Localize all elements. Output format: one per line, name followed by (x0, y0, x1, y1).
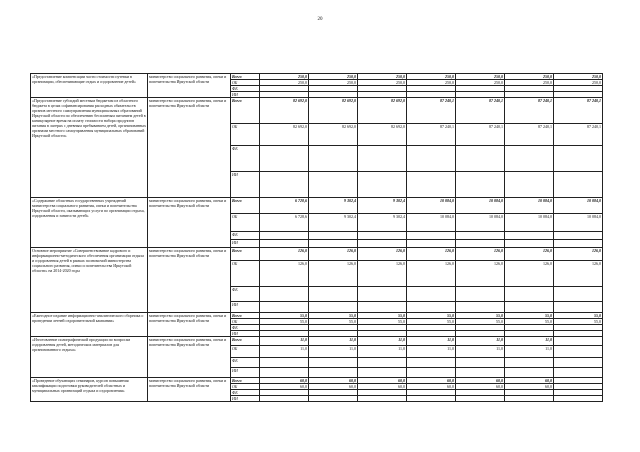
amount-cell (407, 368, 456, 378)
amount-cell: 250,0 (309, 80, 358, 86)
amount-cell (505, 172, 554, 198)
amount-cell: 60,0 (505, 378, 554, 384)
amount-cell: 126,0 (456, 261, 505, 287)
amount-cell: 82 692,0 (309, 98, 358, 124)
amount-cell: 10 084,0 (456, 198, 505, 214)
amount-cell: 11,0 (358, 337, 407, 346)
amount-cell: 250,0 (358, 74, 407, 80)
amount-cell: 11,0 (456, 337, 505, 346)
amount-cell: 10 084,0 (407, 214, 456, 232)
amount-cell: 87 240,1 (505, 98, 554, 124)
amount-cell: 87 240,1 (554, 124, 603, 146)
amount-cell (456, 240, 505, 248)
amount-cell: 55,0 (456, 319, 505, 325)
executor-cell: министерство социального развития, опеки и попечительства Иркутской области (148, 74, 231, 98)
amount-cell: 82 692,0 (358, 98, 407, 124)
amount-cell (407, 232, 456, 240)
amount-cell (505, 368, 554, 378)
amount-cell (358, 396, 407, 402)
executor-cell: министерство социального развития, опеки и попечительства Иркутской области (148, 248, 231, 313)
amount-cell: 126,0 (407, 248, 456, 261)
amount-cell (554, 396, 603, 402)
amount-cell (260, 358, 309, 368)
amount-cell: 55,0 (407, 313, 456, 319)
funding-source-label: Всего (231, 313, 260, 319)
amount-cell: 10 084,0 (554, 198, 603, 214)
amount-cell: 126,0 (309, 261, 358, 287)
amount-cell (407, 396, 456, 402)
amount-cell: 55,0 (407, 319, 456, 325)
amount-cell: 250,0 (358, 80, 407, 86)
amount-cell: 55,0 (456, 313, 505, 319)
amount-cell: 250,0 (260, 74, 309, 80)
amount-cell: 82 692,0 (309, 124, 358, 146)
activity-description: «Предоставление компенсации части стоимости путевки в организации, обеспечивающие отдых и оздоровление детей» (31, 74, 148, 98)
amount-cell (505, 302, 554, 313)
amount-cell (309, 172, 358, 198)
funding-source-label: ИИ (231, 368, 260, 378)
amount-cell: 87 240,1 (456, 124, 505, 146)
executor-cell: министерство социального развития, опеки и попечительства Иркутской области (148, 198, 231, 248)
amount-cell (260, 146, 309, 172)
amount-cell: 82 692,0 (260, 98, 309, 124)
amount-cell: 126,0 (260, 261, 309, 287)
amount-cell (309, 146, 358, 172)
amount-cell: 250,0 (554, 80, 603, 86)
activity-description: «Предоставление субсидий местным бюджетам из областного бюджета в целях софинансирования расходных обязательств органов местного самоуправления муниципальных образований Иркутской области по обеспечению бесплатным питанием детей в каникулярное время на оплату стоимости набора продуктов питания в лагерях с дневным пребыванием детей, организованных органами местного самоуправления муниципальных образований Иркутской области» (31, 98, 148, 198)
executor-cell: министерство социального развития, опеки и попечительства Иркутской области (148, 313, 231, 337)
amount-cell: 87 240,1 (456, 98, 505, 124)
amount-cell (554, 337, 603, 346)
amount-cell: 250,0 (554, 74, 603, 80)
amount-cell (505, 146, 554, 172)
amount-cell: 250,0 (456, 74, 505, 80)
amount-cell: 60,0 (407, 378, 456, 384)
amount-cell: 11,0 (309, 346, 358, 358)
amount-cell: 55,0 (554, 319, 603, 325)
amount-cell: 60,0 (505, 384, 554, 390)
table-row (31, 98, 603, 124)
amount-cell: 55,0 (358, 319, 407, 325)
amount-cell (260, 287, 309, 302)
amount-cell: 60,0 (456, 378, 505, 384)
amount-cell: 10 084,0 (407, 198, 456, 214)
amount-cell (505, 240, 554, 248)
executor-cell: министерство социального развития, опеки и попечительства Иркутской области (148, 337, 231, 378)
activity-description: «Проведение обучающих семинаров, курсов повышения квалификации подготовки руководителей областных и муниципальных организаций отдыха и оздоровления» (31, 378, 148, 402)
funding-source-label: ОБ (231, 261, 260, 287)
amount-cell (407, 172, 456, 198)
funding-source-label: Всего (231, 378, 260, 384)
amount-cell: 9 302,4 (358, 198, 407, 214)
amount-cell (260, 172, 309, 198)
activity-description: «Ежегодное издание информационно-аналитического сборника о проведении летней оздоровительной кампании» (31, 313, 148, 337)
activity-description: «Содержание областных государственных учреждений министерства социального развития, опеки и попечительства Иркутской области, оказывающих услуги по организации отдыха, оздоровления и занятости детей» (31, 198, 148, 248)
amount-cell (554, 358, 603, 368)
amount-cell (505, 287, 554, 302)
amount-cell: 11,0 (407, 346, 456, 358)
amount-cell: 9 302,4 (358, 214, 407, 232)
amount-cell: 10 084,0 (456, 214, 505, 232)
amount-cell: 126,0 (407, 261, 456, 287)
amount-cell: 126,0 (260, 248, 309, 261)
amount-cell (407, 240, 456, 248)
amount-cell (554, 172, 603, 198)
amount-cell: 11,0 (505, 346, 554, 358)
table-row (31, 198, 603, 214)
amount-cell: 126,0 (358, 248, 407, 261)
amount-cell: 60,0 (407, 384, 456, 390)
amount-cell: 10 084,0 (505, 198, 554, 214)
amount-cell (358, 146, 407, 172)
table-row (31, 337, 603, 346)
amount-cell: 126,0 (456, 248, 505, 261)
amount-cell: 60,0 (309, 378, 358, 384)
amount-cell (260, 240, 309, 248)
funding-source-label: ОБ (231, 346, 260, 358)
amount-cell (309, 287, 358, 302)
funding-source-label: ФБ (231, 390, 260, 396)
amount-cell: 11,0 (358, 346, 407, 358)
amount-cell: 60,0 (456, 384, 505, 390)
amount-cell: 10 084,0 (554, 214, 603, 232)
funding-source-label: ИИ (231, 302, 260, 313)
amount-cell: 250,0 (505, 74, 554, 80)
amount-cell: 6 728,6 (260, 198, 309, 214)
amount-cell (309, 358, 358, 368)
amount-cell: 11,0 (260, 346, 309, 358)
amount-cell: 11,0 (456, 346, 505, 358)
amount-cell: 87 240,1 (505, 124, 554, 146)
funding-source-label: ИИ (231, 240, 260, 248)
funding-source-label: Всего (231, 248, 260, 261)
amount-cell: 60,0 (309, 384, 358, 390)
funding-source-label: ИИ (231, 172, 260, 198)
amount-cell: 9 302,4 (309, 214, 358, 232)
amount-cell (505, 232, 554, 240)
funding-source-label: Всего (231, 98, 260, 124)
amount-cell: 126,0 (554, 248, 603, 261)
amount-cell: 250,0 (505, 80, 554, 86)
amount-cell: 250,0 (260, 80, 309, 86)
funding-source-label: Всего (231, 337, 260, 346)
amount-cell: 82 692,0 (260, 124, 309, 146)
activity-description: Основное мероприятие «Совершенствование кадрового и информационно-методического обеспечения организации отдыха и оздоровления детей в рамках полномочий министерства социального развития, опеки и попечительства Иркутской области» на 2014-2020 годы (31, 248, 148, 313)
amount-cell (456, 172, 505, 198)
amount-cell: 60,0 (260, 384, 309, 390)
funding-source-label: ФБ (231, 146, 260, 172)
amount-cell (260, 232, 309, 240)
amount-cell (456, 287, 505, 302)
amount-cell: 10 084,0 (505, 214, 554, 232)
funding-source-label: Всего (231, 74, 260, 80)
amount-cell (554, 240, 603, 248)
amount-cell (309, 302, 358, 313)
amount-cell (260, 396, 309, 402)
amount-cell: 55,0 (358, 313, 407, 319)
amount-cell: 6 728,6 (260, 214, 309, 232)
amount-cell: 250,0 (309, 74, 358, 80)
amount-cell: 126,0 (505, 261, 554, 287)
amount-cell (407, 302, 456, 313)
amount-cell (554, 346, 603, 358)
funding-source-label: ФБ (231, 287, 260, 302)
amount-cell (358, 368, 407, 378)
amount-cell (260, 368, 309, 378)
amount-cell (554, 287, 603, 302)
amount-cell: 11,0 (407, 337, 456, 346)
amount-cell (260, 302, 309, 313)
amount-cell: 11,0 (309, 337, 358, 346)
amount-cell (407, 358, 456, 368)
amount-cell (554, 302, 603, 313)
amount-cell: 55,0 (260, 313, 309, 319)
amount-cell: 126,0 (505, 248, 554, 261)
funding-source-label: ИИ (231, 92, 260, 98)
amount-cell: 55,0 (554, 313, 603, 319)
amount-cell (309, 396, 358, 402)
amount-cell: 11,0 (260, 337, 309, 346)
funding-source-label: Всего (231, 198, 260, 214)
amount-cell (505, 358, 554, 368)
amount-cell (358, 302, 407, 313)
amount-cell: 87 240,1 (407, 98, 456, 124)
amount-cell: 55,0 (505, 319, 554, 325)
table-row (31, 248, 603, 261)
activity-description: «Изготовление полиграфической продукции по вопросам оздоровления детей, методических материалов для организованного отдыха» (31, 337, 148, 378)
amount-cell: 55,0 (505, 313, 554, 319)
funding-source-label: ОБ (231, 384, 260, 390)
amount-cell (407, 287, 456, 302)
funding-source-label: ФБ (231, 232, 260, 240)
funding-source-label: ИИ (231, 396, 260, 402)
amount-cell: 55,0 (309, 319, 358, 325)
amount-cell (554, 232, 603, 240)
amount-cell: 60,0 (358, 384, 407, 390)
amount-cell: 55,0 (260, 319, 309, 325)
amount-cell (456, 368, 505, 378)
amount-cell (309, 232, 358, 240)
amount-cell: 250,0 (407, 74, 456, 80)
amount-cell: 9 302,4 (309, 198, 358, 214)
amount-cell (309, 368, 358, 378)
amount-cell: 87 240,1 (554, 98, 603, 124)
budget-table (30, 73, 603, 402)
amount-cell (358, 240, 407, 248)
amount-cell (456, 302, 505, 313)
amount-cell: 82 692,0 (358, 124, 407, 146)
page-number: 20 (317, 17, 323, 22)
amount-cell (554, 368, 603, 378)
amount-cell (456, 358, 505, 368)
amount-cell: 126,0 (554, 261, 603, 287)
amount-cell (358, 232, 407, 240)
amount-cell (358, 172, 407, 198)
funding-source-label: ОБ (231, 124, 260, 146)
funding-source-label: ФБ (231, 358, 260, 368)
amount-cell: 126,0 (358, 261, 407, 287)
amount-cell: 55,0 (309, 313, 358, 319)
amount-cell (456, 232, 505, 240)
funding-source-label: ИИ (231, 331, 260, 337)
amount-cell (358, 358, 407, 368)
amount-cell: 250,0 (407, 80, 456, 86)
amount-cell (554, 146, 603, 172)
executor-cell: министерство социального развития, опеки и попечительства Иркутской области (148, 98, 231, 198)
amount-cell (456, 396, 505, 402)
amount-cell (407, 146, 456, 172)
amount-cell: 60,0 (358, 378, 407, 384)
funding-source-label: ФБ (231, 325, 260, 331)
funding-source-label: ОБ (231, 214, 260, 232)
amount-cell: 60,0 (260, 378, 309, 384)
funding-source-label: ОБ (231, 80, 260, 86)
amount-cell (505, 396, 554, 402)
funding-source-label: ОБ (231, 319, 260, 325)
amount-cell: 126,0 (309, 248, 358, 261)
amount-cell: 250,0 (456, 80, 505, 86)
amount-cell (309, 240, 358, 248)
amount-cell (358, 287, 407, 302)
amount-cell (456, 146, 505, 172)
executor-cell: министерство социального развития, опеки и попечительства Иркутской области (148, 378, 231, 402)
amount-cell: 11,0 (505, 337, 554, 346)
amount-cell: 87 240,1 (407, 124, 456, 146)
funding-source-label: ФБ (231, 86, 260, 92)
